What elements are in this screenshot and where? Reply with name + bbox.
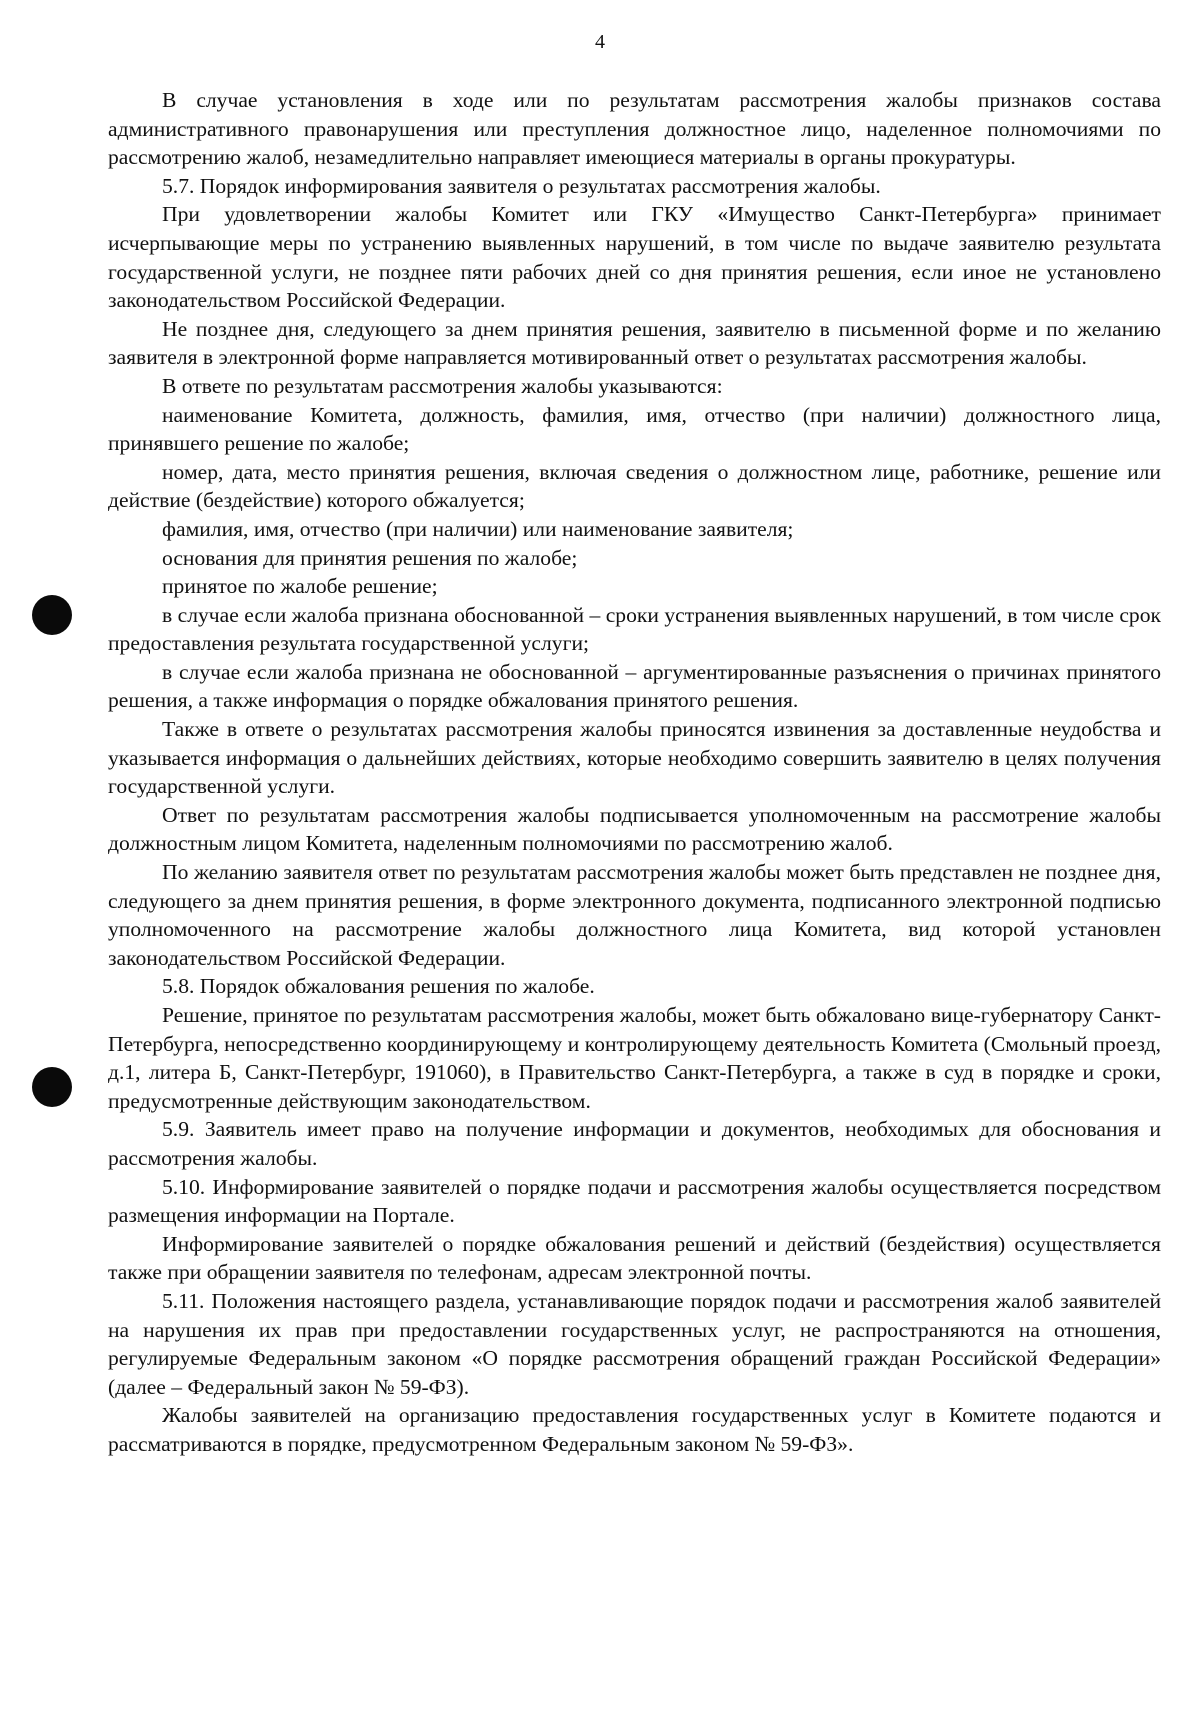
paragraph: Не позднее дня, следующего за днем принятия решения, заявителю в письменной форме и по желанию заявителя в электронной форме направляется мотивированный ответ о результатах рассмотрения жалобы. bbox=[108, 316, 1161, 370]
document-body bbox=[108, 86, 1161, 1459]
page-number: 4 bbox=[595, 31, 605, 53]
paragraph: Жалобы заявителей на организацию предоставления государственных услуг в Комитете подаются и рассматриваются в порядке, предусмотренном Федеральным законом № 59-ФЗ». bbox=[108, 1403, 1161, 1456]
paragraph: 5.10. Информирование заявителей о порядке подачи и рассмотрения жалобы осуществляется посредством размещения информации на Портале. bbox=[108, 1174, 1161, 1228]
paragraph: в случае если жалоба признана не обоснованной – аргументированные разъяснения о причинах принятого решения, а также информация о порядке обжалования принятого решения. bbox=[108, 659, 1161, 713]
paragraph: Также в ответе о результатах рассмотрения жалобы приносятся извинения за доставленные неудобства и указывается информация о дальнейших действиях, которые необходимо совершить заявителю в целях получения государственной услуги. bbox=[108, 717, 1161, 799]
punch-hole-mark bbox=[32, 595, 72, 635]
paragraph: 5.8. Порядок обжалования решения по жалобе. bbox=[162, 974, 595, 999]
paragraph: основания для принятия решения по жалобе; bbox=[162, 545, 578, 570]
punch-hole-mark bbox=[32, 1067, 72, 1107]
paragraph: По желанию заявителя ответ по результатам рассмотрения жалобы может быть представлен не позднее дня, следующего за днем принятия решения, в форме электронного документа, подписанного электронной подписью уполномоченного на рассмотрение жалобы должностного лица Комитета, вид которой установлен законодательством Российской Федерации. bbox=[108, 860, 1161, 970]
paragraph: 5.7. Порядок информирования заявителя о результатах рассмотрения жалобы. bbox=[162, 173, 881, 198]
paragraph: В ответе по результатам рассмотрения жалобы указываются: bbox=[162, 373, 723, 398]
paragraph: При удовлетворении жалобы Комитет или ГКУ «Имущество Санкт-Петербурга» принимает исчерпывающие меры по устранению выявленных нарушений, в том числе по выдаче заявителю результата государственной услуги, не позднее пяти рабочих дней со дня принятия решения, если иное не установлено законодательством Российской Федерации. bbox=[108, 202, 1161, 313]
paragraph: В случае установления в ходе или по результатам рассмотрения жалобы признаков состава административного правонарушения или преступления должностное лицо, наделенное полномочиями по рассмотрению жалоб, незамедлительно направляет имеющиеся материалы в органы прокуратуры. bbox=[108, 88, 1161, 170]
paragraph: Решение, принятое по результатам рассмотрения жалобы, может быть обжаловано вице-губернатору Санкт-Петербурга, непосредственно координирующему и контролирующему деятельность Комитета (Смольный проезд, д.1, литера Б, Санкт-Петербург, 191060), в Правительство Санкт-Петербурга, а также в суд в порядке и сроки, предусмотренные действующим законодательством. bbox=[108, 1003, 1161, 1113]
paragraph: Ответ по результатам рассмотрения жалобы подписывается уполномоченным на рассмотрение жалобы должностным лицом Комитета, наделенным полномочиями по рассмотрению жалоб. bbox=[108, 802, 1161, 856]
paragraph: номер, дата, место принятия решения, включая сведения о должностном лице, работнике, решение или действие (бездействие) которого обжалуется; bbox=[108, 459, 1161, 513]
paragraph: наименование Комитета, должность, фамилия, имя, отчество (при наличии) должностного лица, принявшего решение по жалобе; bbox=[108, 402, 1161, 456]
paragraph: 5.11. Положения настоящего раздела, устанавливающие порядок подачи и рассмотрения жалоб заявителей на нарушения их прав при предоставлении государственных услуг, не распространяются на отношения, регулируемые Федеральным законом «О порядке рассмотрения обращений граждан Российской Федерации» (далее – Федеральный закон № 59-ФЗ). bbox=[108, 1288, 1161, 1399]
paragraph: Информирование заявителей о порядке обжалования решений и действий (бездействия) осуществляется также при обращении заявителя по телефонам, адресам электронной почты. bbox=[108, 1231, 1161, 1285]
paragraph: в случае если жалоба признана обоснованной – сроки устранения выявленных нарушений, в том числе срок предоставления результата государственной услуги; bbox=[108, 602, 1161, 656]
paragraph: фамилия, имя, отчество (при наличии) или наименование заявителя; bbox=[162, 516, 794, 541]
paragraph: 5.9. Заявитель имеет право на получение информации и документов, необходимых для обоснования и рассмотрения жалобы. bbox=[108, 1117, 1161, 1170]
paragraph: принятое по жалобе решение; bbox=[162, 574, 438, 599]
